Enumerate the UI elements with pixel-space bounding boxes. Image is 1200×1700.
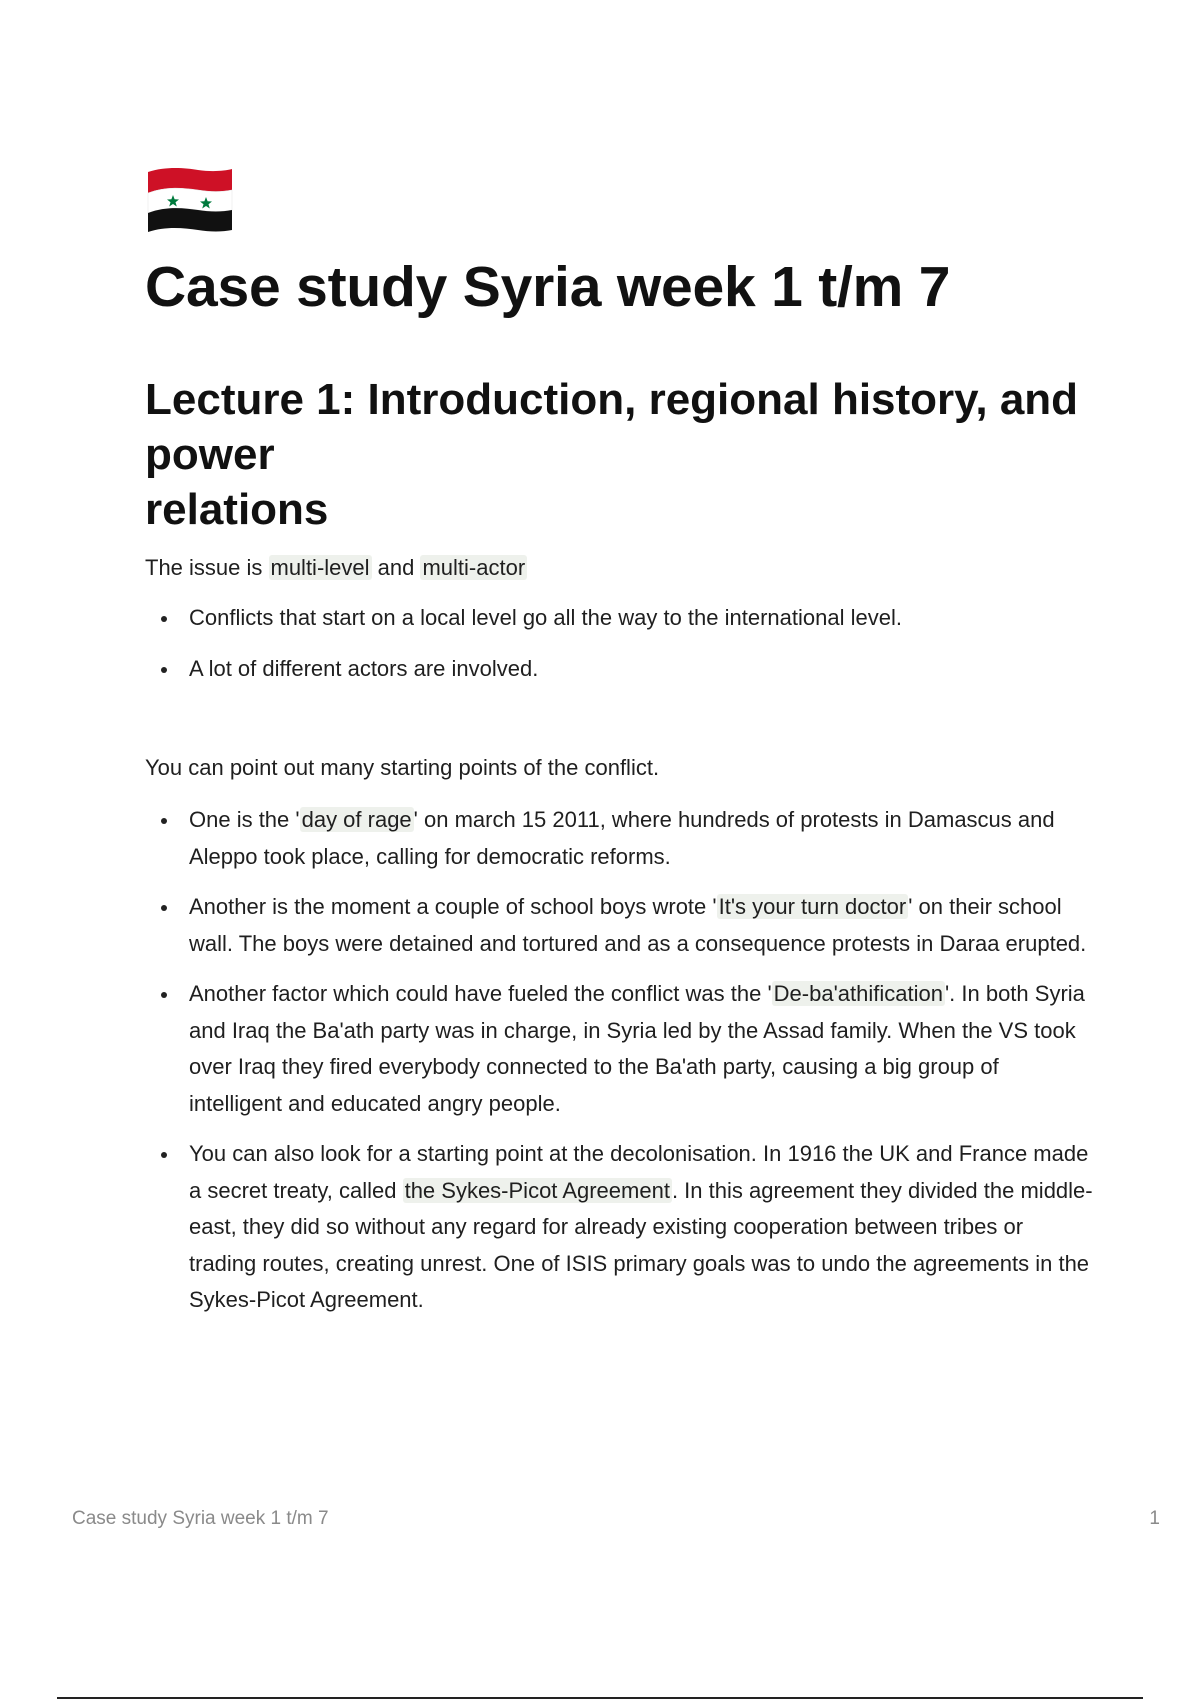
list-item: Conflicts that start on a local level go all the way to the international level. bbox=[145, 600, 1095, 637]
list-item: A lot of different actors are involved. bbox=[145, 651, 1095, 688]
highlight-multi-actor: multi-actor bbox=[422, 555, 526, 580]
highlight-multi-level: multi-level bbox=[270, 555, 370, 580]
footer-page-number: 1 bbox=[1149, 1508, 1160, 1529]
list-item: One is the 'day of rage' on march 15 2011, where hundreds of protests in Damascus and Aleppo took place, calling for democratic reforms. bbox=[145, 802, 1095, 875]
list-item: Another factor which could have fueled the conflict was the 'De-ba'athification'. In both Syria and Iraq the Ba'ath party was in charge, in Syria led by the Assad family. When the VS took over Iraq they fired everybody connected to the Ba'ath party, causing a big group of intelligent and educated angry people. bbox=[145, 976, 1095, 1122]
starting-points-list bbox=[145, 802, 1095, 1333]
lecture-heading bbox=[145, 372, 1105, 537]
lecture-heading-line-3: relations bbox=[145, 485, 329, 534]
intro-bullet-list bbox=[145, 600, 1095, 701]
flag-black-stripe bbox=[148, 208, 232, 232]
starting-points-paragraph: You can point out many starting points of the conflict. bbox=[145, 755, 660, 780]
highlight-text: day of rage bbox=[301, 807, 412, 832]
page-bottom-rule bbox=[57, 1697, 1143, 1699]
footer-document-title: Case study Syria week 1 t/m 7 bbox=[72, 1508, 329, 1529]
list-item: You can also look for a starting point at the decolonisation. In 1916 the UK and France made a secret treaty, called the Sykes-Picot Agreement. In this agreement they divided the middle-east, they did so without any regard for already existing cooperation between tribes or trading routes, creating unrest. One of ISIS primary goals was to undo the agreements in the Sykes-Picot Agreement. bbox=[145, 1136, 1095, 1319]
highlight-text: the Sykes-Picot Agreement bbox=[404, 1177, 670, 1203]
document-title: Case study Syria week 1 t/m 7 bbox=[145, 255, 951, 319]
syria-flag-icon bbox=[146, 166, 234, 232]
highlight-text: It's your turn doctor bbox=[718, 894, 907, 919]
highlight-text: De-ba'athification bbox=[773, 981, 943, 1006]
lecture-heading-line-1: Lecture 1: Introduction, regional history, and bbox=[145, 375, 1079, 424]
list-item: Another is the moment a couple of school boys wrote 'It's your turn doctor' on their school wall. The boys were detained and tortured and as a consequence protests in Daraa erupted. bbox=[145, 889, 1095, 962]
lecture-heading-line-2: power bbox=[145, 430, 275, 479]
intro-paragraph: The issue is multi-level and multi-actor bbox=[145, 555, 526, 580]
